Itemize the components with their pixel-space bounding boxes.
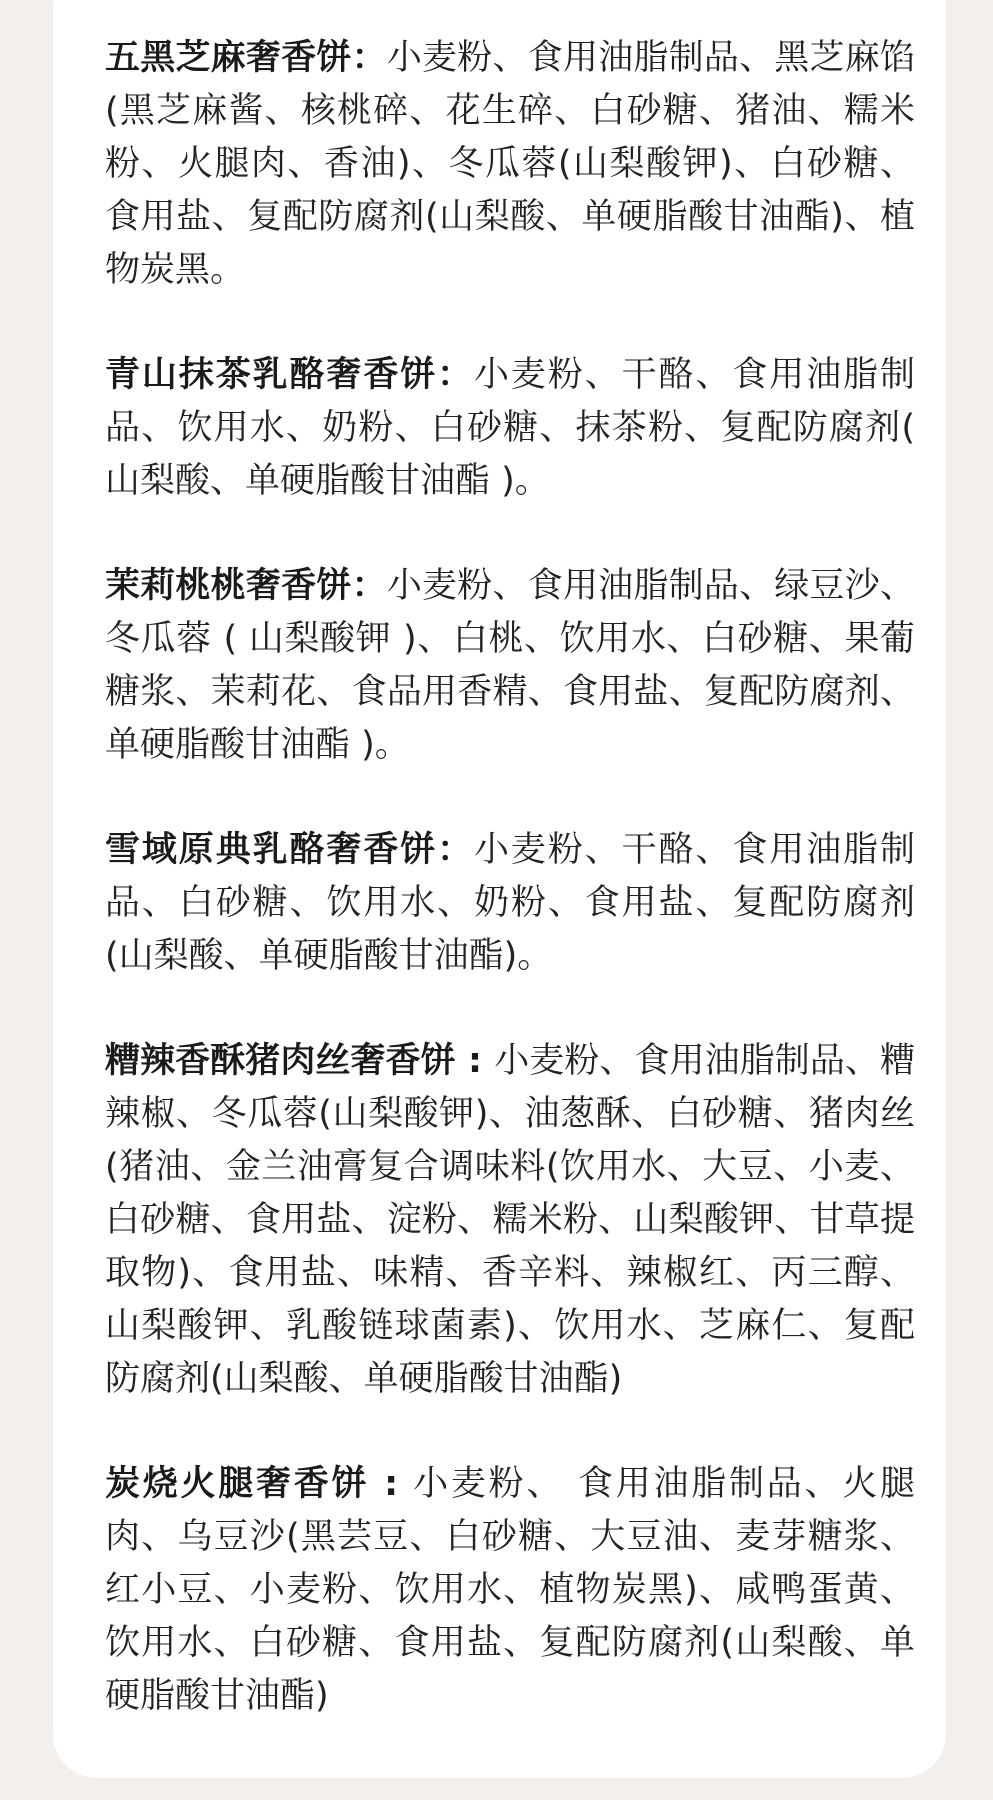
name-separator: ： <box>437 355 475 395</box>
product-name: 炭烧火腿奢香饼 <box>105 1464 370 1504</box>
ingredient-text: 小麦粉、 食用油脂制品、火腿肉、乌豆沙(黑芸豆、白砂糖、大豆油、麦芽糖浆、红小豆、小麦粉、饮用水、植物炭黑)、咸鸭蛋黄、饮用水、白砂糖、食用盐、复配防腐剂(山梨酸、单硬脂酸甘油酯) <box>105 1464 915 1716</box>
ingredient-entry <box>105 1035 915 1406</box>
ingredient-text: 小麦粉、食用油脂制品、糟辣椒、冬瓜蓉(山梨酸钾)、油葱酥、白砂糖、猪肉丝(猪油、金兰油膏复合调味料(饮用水、大豆、小麦、白砂糖、食用盐、淀粉、糯米粉、山梨酸钾、甘草提取物)、食用盐、味精、香辛料、辣椒红、丙三醇、山梨酸钾、乳酸链球菌素)、饮用水、芝麻仁、复配防腐剂(山梨酸、单硬脂酸甘油酯) <box>105 1041 915 1399</box>
product-name: 糟辣香酥猪肉丝奢香饼 <box>105 1041 456 1081</box>
name-separator: ： <box>351 566 387 606</box>
ingredient-text: 小麦粉、干酪、食用油脂制品、白砂糖、饮用水、奶粉、食用盐、复配防腐剂(山梨酸、单硬脂酸甘油酯)。 <box>105 830 915 976</box>
ingredient-entry <box>105 349 915 508</box>
name-separator: ： <box>437 830 475 870</box>
ingredient-entry <box>105 1458 915 1723</box>
name-separator: : <box>369 1464 414 1504</box>
ingredient-text: 小麦粉、干酪、食用油脂制品、饮用水、奶粉、白砂糖、抹茶粉、复配防腐剂( 山梨酸、单硬脂酸甘油酯 )。 <box>105 355 915 501</box>
ingredients-card <box>53 0 946 1778</box>
ingredient-text: 小麦粉、食用油脂制品、绿豆沙、冬瓜蓉 ( 山梨酸钾 )、白桃、饮用水、白砂糖、果葡糖浆、茉莉花、食品用香精、食用盐、复配防腐剂、单硬脂酸甘油酯 )。 <box>105 566 915 765</box>
ingredient-text: 小麦粉、食用油脂制品、黑芝麻馅(黑芝麻酱、核桃碎、花生碎、白砂糖、猪油、糯米粉、火腿肉、香油)、冬瓜蓉(山梨酸钾)、白砂糖、食用盐、复配防腐剂(山梨酸、单硬脂酸甘油酯)、植物炭黑。 <box>105 38 915 290</box>
product-name: 雪域原典乳酪奢香饼 <box>105 830 438 870</box>
product-name: 五黑芝麻奢香饼 <box>105 38 352 78</box>
ingredient-entry <box>105 560 915 772</box>
name-separator: : <box>455 1041 495 1081</box>
product-name: 青山抹茶乳酪奢香饼 <box>105 355 438 395</box>
name-separator: ： <box>351 38 387 78</box>
product-name: 茉莉桃桃奢香饼 <box>105 566 352 606</box>
ingredient-entry <box>105 824 915 983</box>
ingredient-entry <box>105 32 915 297</box>
ingredients-list <box>105 32 915 1775</box>
